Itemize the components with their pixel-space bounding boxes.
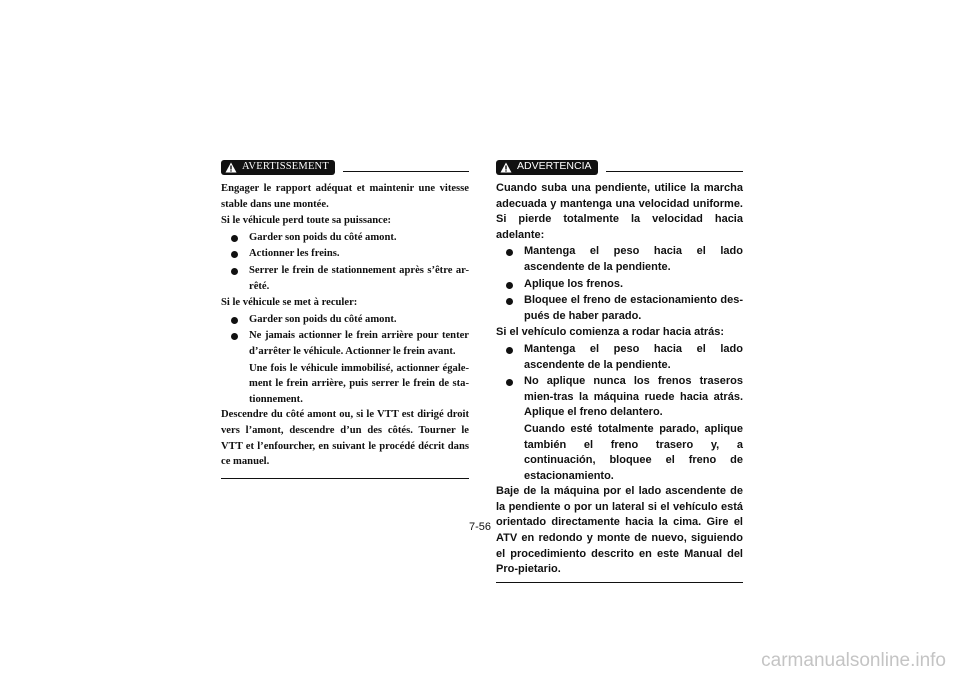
watermark-text[interactable]: carmanualsonline.info (761, 650, 946, 671)
list-item (496, 277, 743, 293)
list-item-text: Ne jamais actionner le frein arrière pour tenter d’arrêter le véhicule. Actionner le frein avant. (249, 330, 469, 357)
list-item (496, 293, 743, 324)
list-item-text: Actionner les freins. (249, 248, 340, 260)
list-item (221, 312, 469, 328)
intro-text-es: Cuando suba una pendiente, utilice la marcha adecuada y mantenga una velocidad uniforme. Si pierde totalmente la velocidad hacia adelante: (496, 182, 743, 241)
bullet-dot-icon (506, 298, 513, 305)
page-number: 7-56 (469, 521, 492, 533)
bullet-dot-icon (506, 282, 513, 289)
lead-text-es-2: Si el vehículo comienza a rodar hacia atrás: (496, 326, 725, 339)
list-item-text: Mantenga el peso hacia el lado ascendente de la pendiente. (524, 342, 743, 371)
bullet-dot-icon (506, 249, 513, 256)
list-item-text: Garder son poids du côté amont. (249, 231, 397, 243)
warning-title-fr: AVERTISSEMENT (242, 161, 329, 173)
lead-text-fr-2: Si le véhicule se met à reculer: (221, 297, 358, 309)
bullet-dot-icon (506, 379, 513, 386)
list-item (221, 328, 469, 359)
list-item-continuation-fr: Une fois le véhicule immobilisé, actionner égale-ment le frein arrière, puis serrer le frein de sta-tionnement. (249, 362, 469, 405)
lead-text-fr-1: Si le véhicule perd toute sa puissance: (221, 215, 392, 227)
header-rule-es (606, 171, 744, 172)
end-rule-es (496, 582, 743, 583)
list-item (221, 230, 469, 246)
list-item-continuation-es: Cuando esté totalmente parado, aplique también el freno trasero y, a continuación, bloquee el freno de estacionamiento. (524, 422, 743, 482)
warning-header-fr (221, 158, 469, 176)
end-rule-fr (221, 478, 469, 479)
list-item-text: Bloquee el freno de estacionamiento des-pués de haber parado. (524, 294, 743, 322)
warning-triangle-icon (500, 162, 512, 173)
outro-text-es: Baje de la máquina por el lado ascendente de la pendiente o por un lateral si el vehículo está orientado directamente hacia la cima. Gire el ATV en redondo y monte de nuevo, siguiendo el procedimiento descrito en este Manual del Pro-pietario. (496, 485, 743, 576)
bullet-dot-icon (231, 251, 238, 258)
warning-badge-es (496, 160, 598, 175)
bullet-dot-icon (506, 347, 513, 354)
list-item (221, 263, 469, 294)
list-item-text: Serrer le frein de stationnement après s’être ar-rêté. (249, 264, 469, 292)
list-item-text: No aplique nunca los frenos traseros mien-tras la máquina ruede hacia atrás. Aplique el freno delantero. (524, 375, 743, 419)
bullet-dot-icon (231, 317, 238, 324)
list-item-text: Aplique los frenos. (524, 277, 624, 290)
list-item (496, 244, 743, 275)
header-rule-fr (343, 171, 469, 172)
list-item (221, 246, 469, 262)
bullet-dot-icon (231, 333, 238, 340)
warning-title-es: ADVERTENCIA (517, 160, 592, 173)
outro-text-fr: Descendre du côté amont ou, si le VTT est dirigé droit vers l’amont, descendre d’un des côtés. Tourner le VTT et l’enfourcher, en suivant le procédé décrit dans ce manuel. (221, 409, 469, 468)
warning-header-es (496, 158, 743, 176)
list-item (496, 374, 743, 421)
warning-triangle-icon (225, 162, 237, 173)
bullet-dot-icon (231, 235, 238, 242)
list-item-text: Garder son poids du côté amont. (249, 313, 397, 325)
spanish-warning-section (496, 158, 743, 583)
list-item-text: Mantenga el peso hacia el lado ascendente de la pendiente. (524, 245, 743, 273)
list-item (496, 342, 743, 373)
intro-text-fr: Engager le rapport adéquat et maintenir une vitesse stable dans une montée. (221, 183, 469, 210)
french-warning-section (221, 158, 469, 479)
bullet-dot-icon (231, 268, 238, 275)
warning-badge-fr (221, 160, 335, 175)
